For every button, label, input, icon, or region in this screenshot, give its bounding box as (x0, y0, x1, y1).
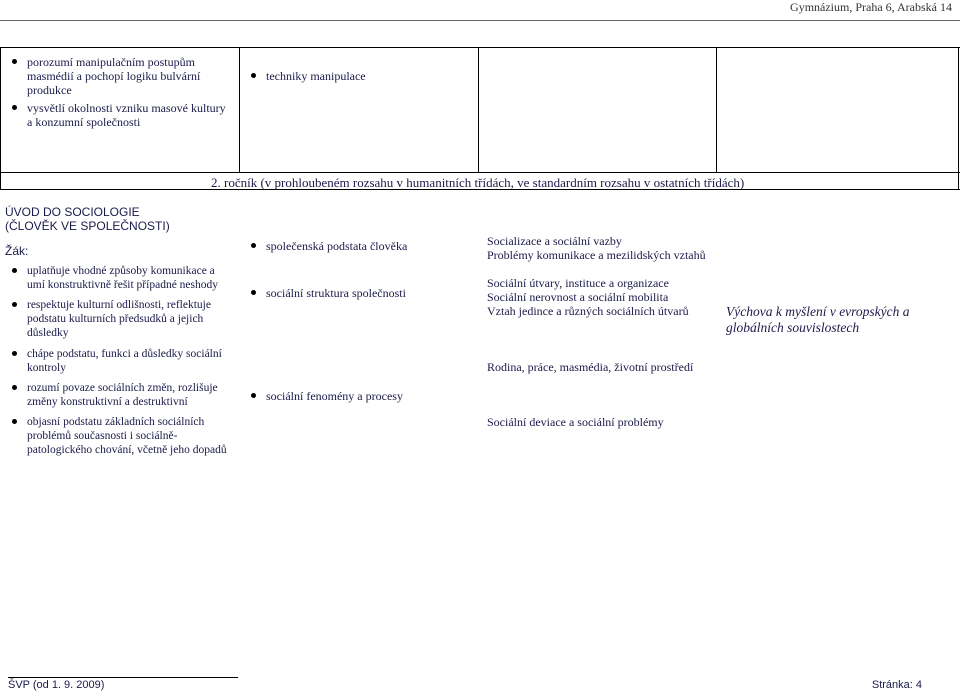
table-top-border (0, 47, 960, 48)
table-left-border (0, 47, 1, 189)
section-topic-2 (249, 286, 469, 300)
bullet-icon (12, 385, 17, 390)
section-title: ÚVOD DO SOCIOLOGIE (ČLOVĚK VE SPOLEČNOSTI) (5, 205, 170, 233)
list-item: uplatňuje vhodné způsoby komunikace a umí konstruktivně řešit případné neshody (10, 264, 232, 292)
school-header: Gymnázium, Praha 6, Arabská 14 (790, 0, 952, 14)
year-row-title: 2. ročník (v prohloubeném rozsahu v humanitních třídách, ve standardním rozsahu v ostatních třídách) (211, 175, 745, 190)
list-item: objasní podstatu základních sociálních problémů současnosti i sociálně-patologického chování, včetně jeho dopadů (10, 415, 232, 457)
section-topic-1 (249, 239, 469, 253)
content-block-1: Socializace a sociální vazby Problémy komunikace a mezilidských vztahů (487, 234, 706, 262)
list-item: rozumí povaze sociálních změn, rozlišuje změny konstruktivní a destruktivní (10, 381, 232, 409)
header-divider (0, 20, 960, 21)
bullet-icon (12, 59, 17, 64)
list-item: společenská podstata člověka (249, 239, 469, 253)
list-item: porozumí manipulačním postupům masmédií a pochopí logiku bulvární produkce (10, 55, 232, 97)
bullet-icon (251, 243, 256, 248)
list-item: sociální fenomény a procesy (249, 389, 469, 403)
footer-version: ŠVP (od 1. 9. 2009) (8, 679, 105, 691)
section-topic-3 (249, 389, 469, 403)
list-item: techniky manipulace (249, 69, 469, 83)
bullet-icon (251, 290, 256, 295)
content-block-3: Rodina, práce, masmédia, životní prostředí (487, 360, 694, 374)
column-divider-2 (478, 47, 479, 172)
bullet-icon (251, 393, 256, 398)
section-outcomes-list (10, 264, 232, 457)
footer-divider (8, 677, 238, 678)
content-block-2: Sociální útvary, instituce a organizace Sociální nerovnost a sociální mobilita Vztah jedince a různých sociálních útvarů (487, 276, 689, 318)
bullet-icon (12, 419, 17, 424)
bullet-icon (251, 73, 256, 78)
list-item: sociální struktura společnosti (249, 286, 469, 300)
top-outcomes-list (10, 55, 232, 129)
student-label: Žák: (5, 244, 29, 258)
footer-page-number: Stránka: 4 (871, 679, 922, 691)
list-item: chápe podstatu, funkci a důsledky sociální kontroly (10, 347, 232, 375)
cross-curricular-topic: Výchova k myšlení v evropských a globálních souvislostech (726, 304, 910, 335)
bullet-icon (12, 268, 17, 273)
content-block-4: Sociální deviace a sociální problémy (487, 415, 664, 429)
bullet-icon (12, 105, 17, 110)
column-divider-1 (239, 47, 240, 172)
bullet-icon (12, 302, 17, 307)
top-topics-list (249, 69, 469, 83)
row-divider (0, 172, 960, 173)
table-right-border (958, 47, 959, 189)
list-item: vysvětlí okolnosti vzniku masové kultury a konzumní společnosti (10, 101, 232, 129)
list-item: respektuje kulturní odlišnosti, reflektuje podstatu kulturních předsudků a jejich důsledky (10, 298, 232, 340)
bullet-icon (12, 351, 17, 356)
column-divider-3 (716, 47, 717, 172)
